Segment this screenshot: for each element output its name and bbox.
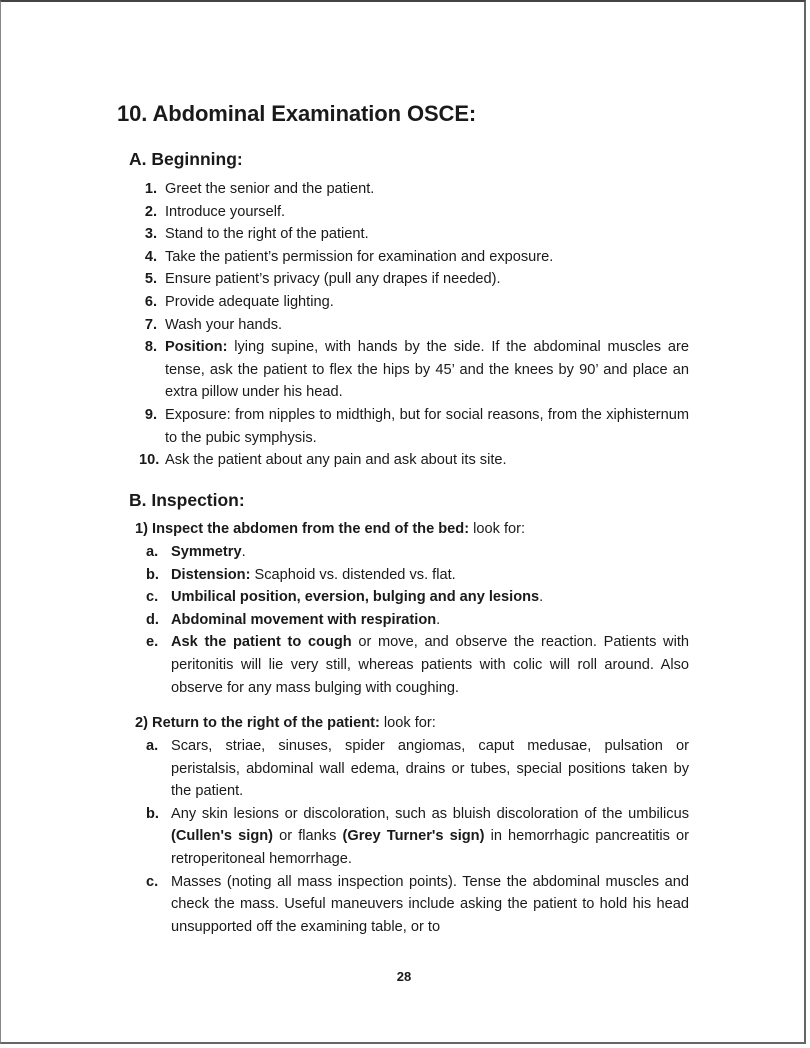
page-number: 28: [396, 969, 412, 984]
list-item: 5. Ensure patient’s privacy (pull any drapes if needed).: [144, 271, 501, 288]
list-item: c. Umbilical position, eversion, bulging and any lesions.: [146, 589, 544, 606]
list-item: 6. Provide adequate lighting.: [144, 293, 334, 310]
list-item: 10. Ask the patient about any pain and ask about its site.: [139, 452, 507, 469]
beginning-list: [139, 178, 689, 472]
list-item: b. Any skin lesions or discoloration, such as bluish discoloration of the umbilicus (Cullen's sign) or flanks (Grey Turner's sign) in hemorrhagic pancreatitis or retroperitoneal hemorrhage.: [146, 805, 690, 867]
list-item: 3. Stand to the right of the patient.: [144, 226, 369, 243]
list-item: 8. Position: lying supine, with hands by the side. If the abdominal muscles are tense, ask the patient to flex the hips by 45’ and the knees by 90’ and place an extra pillow under his head.: [144, 339, 689, 401]
inspection-part-1-heading: 1) Inspect the abdomen from the end of the bed: look for:: [135, 521, 526, 537]
list-item: 2. Introduce yourself.: [144, 203, 286, 220]
inspection-part-2-heading: 2) Return to the right of the patient: look for:: [135, 715, 436, 731]
page-title: 10. Abdominal Examination OSCE:: [117, 101, 477, 126]
list-item: c. Masses (noting all mass inspection points). Tense the abdominal muscles and check the mass. Useful maneuvers include asking the patient to hold his head unsupported off the examining table, or to: [146, 873, 689, 935]
inspection-part-2-list: [146, 735, 690, 938]
list-item: e. Ask the patient to cough or move, and observe the reaction. Patients with peritonitis will lie very still, whereas patients with colic will roll around. Also observe for any mass bulging with coughing.: [146, 634, 689, 696]
list-item: a. Symmetry.: [146, 544, 246, 560]
section-b-heading: B. Inspection:: [129, 490, 245, 510]
section-a-heading: A. Beginning:: [129, 149, 243, 169]
list-item: 1. Greet the senior and the patient.: [144, 181, 375, 197]
list-item: 4. Take the patient’s permission for examination and exposure.: [144, 248, 554, 265]
inspection-part-1-list: [146, 541, 689, 699]
list-item: a. Scars, striae, sinuses, spider angiomas, caput medusae, pulsation or peristalsis, abdominal wall edema, drains or tubes, special positions taken by the patient.: [146, 738, 689, 800]
list-item: b. Distension: Scaphoid vs. distended vs. flat.: [146, 566, 456, 583]
list-item: 9. Exposure: from nipples to midthigh, but for social reasons, from the xiphisternum to the pubic symphysis.: [144, 406, 689, 446]
list-item: d. Abdominal movement with respiration.: [146, 611, 441, 628]
list-item: 7. Wash your hands.: [144, 316, 283, 333]
